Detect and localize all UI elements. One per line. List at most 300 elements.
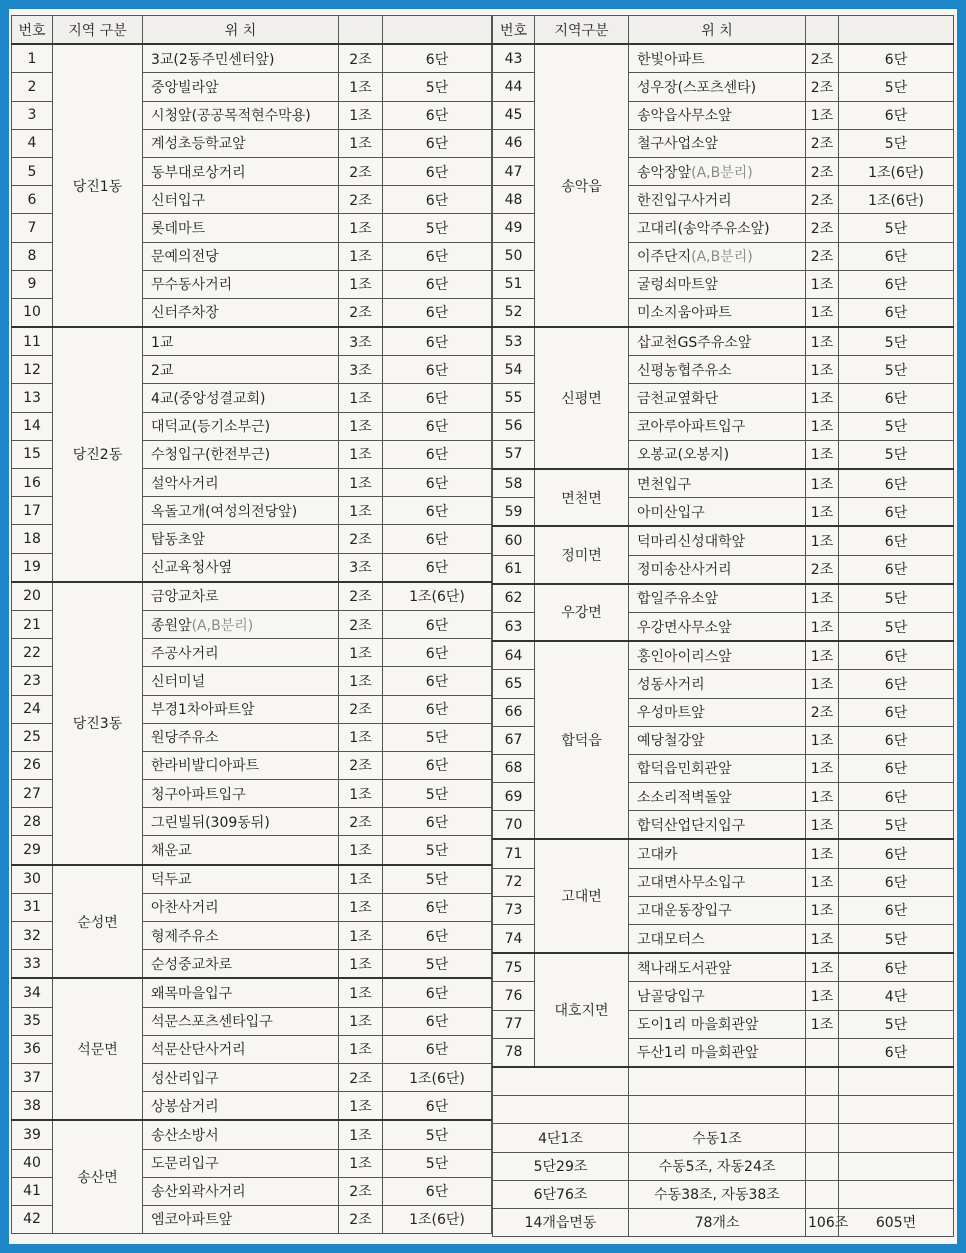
unit-count: 1조 bbox=[339, 270, 383, 298]
location-cell bbox=[143, 865, 339, 894]
stage-count: 6단 bbox=[383, 639, 492, 667]
location-name: 이주단지 bbox=[637, 249, 692, 266]
unit-count: 1조 bbox=[806, 783, 839, 811]
location-name: 오봉교(오봉지) bbox=[637, 447, 730, 464]
summary-detail: 수동5조, 자동24조 bbox=[629, 1152, 806, 1180]
location-cell bbox=[629, 186, 806, 214]
region-cell: 신평면 bbox=[535, 327, 629, 469]
location-name: 그린빌뒤(309동뒤) bbox=[151, 814, 270, 831]
location-cell bbox=[629, 157, 806, 185]
row-number: 20 bbox=[12, 582, 53, 611]
location-name: 금천교옆화단 bbox=[637, 391, 719, 408]
table-row bbox=[493, 953, 954, 982]
location-cell bbox=[143, 157, 339, 185]
location-name: 종원앞 bbox=[151, 617, 192, 634]
location-cell bbox=[143, 469, 339, 497]
stage-count: 6단 bbox=[839, 101, 954, 129]
summary-row bbox=[493, 1180, 954, 1208]
row-number: 2 bbox=[12, 73, 53, 101]
empty-cell bbox=[806, 1067, 839, 1096]
row-number: 73 bbox=[493, 896, 535, 924]
row-number: 42 bbox=[12, 1205, 53, 1233]
location-name: 무수동사거리 bbox=[151, 277, 233, 294]
stage-count: 5단 bbox=[383, 73, 492, 101]
stage-count: 6단 bbox=[839, 1038, 954, 1067]
empty-cell bbox=[629, 1096, 806, 1124]
stage-count: 5단 bbox=[383, 1149, 492, 1177]
location-name: 굴렁쇠마트앞 bbox=[637, 277, 719, 294]
summary-stage: 4단1조 bbox=[493, 1124, 629, 1152]
location-name: 부경1차아파트앞 bbox=[151, 702, 255, 719]
row-number: 14 bbox=[12, 412, 53, 440]
unit-count: 1조 bbox=[806, 925, 839, 954]
location-cell bbox=[629, 214, 806, 242]
unit-count: 1조 bbox=[339, 893, 383, 921]
row-number: 13 bbox=[12, 384, 53, 412]
table-row bbox=[12, 865, 492, 894]
stage-count: 6단 bbox=[839, 953, 954, 982]
stage-count: 6단 bbox=[839, 469, 954, 498]
location-cell bbox=[143, 978, 339, 1007]
stage-count: 6단 bbox=[383, 667, 492, 695]
location-name: 미소지움아파트 bbox=[637, 305, 732, 322]
unit-count: 1조 bbox=[806, 584, 839, 613]
summary-row bbox=[493, 1152, 954, 1180]
stage-count: 5단 bbox=[839, 214, 954, 242]
stage-count: 4단 bbox=[839, 982, 954, 1010]
stage-count: 6단 bbox=[383, 553, 492, 582]
row-number: 67 bbox=[493, 726, 535, 754]
location-cell bbox=[629, 698, 806, 726]
location-name: 원당주유소 bbox=[151, 730, 219, 747]
row-number: 76 bbox=[493, 982, 535, 1010]
location-cell bbox=[629, 982, 806, 1010]
row-number: 68 bbox=[493, 754, 535, 782]
location-name: 합일주유소앞 bbox=[637, 591, 719, 608]
summary-stage: 5단29조 bbox=[493, 1152, 629, 1180]
location-name: 동부대로상거리 bbox=[151, 164, 246, 181]
stage-count: 6단 bbox=[839, 44, 954, 73]
stage-count: 5단 bbox=[383, 865, 492, 894]
empty-cell bbox=[839, 1180, 954, 1208]
row-number: 16 bbox=[12, 469, 53, 497]
region-cell: 송산면 bbox=[53, 1120, 143, 1233]
region-cell: 정미면 bbox=[535, 526, 629, 583]
location-cell bbox=[143, 1120, 339, 1149]
location-name: 고대면사무소입구 bbox=[637, 875, 746, 892]
row-number: 3 bbox=[12, 101, 53, 129]
location-name: 왜목마을입구 bbox=[151, 985, 233, 1002]
location-cell bbox=[629, 440, 806, 469]
unit-count: 3조 bbox=[339, 356, 383, 384]
location-name: 4교(중앙성결교회) bbox=[151, 391, 266, 408]
location-name: 덕마리신성대학앞 bbox=[637, 533, 746, 550]
unit-count: 1조 bbox=[806, 612, 839, 641]
unit-count: 1조 bbox=[339, 978, 383, 1007]
location-name: 계성초등학교앞 bbox=[151, 136, 246, 153]
location-name: 정미송산사거리 bbox=[637, 562, 732, 579]
stage-count: 5단 bbox=[839, 440, 954, 469]
unit-count: 2조 bbox=[339, 695, 383, 723]
row-number: 53 bbox=[493, 327, 535, 356]
table-row bbox=[493, 641, 954, 670]
unit-count: 2조 bbox=[806, 73, 839, 101]
row-number: 41 bbox=[12, 1177, 53, 1205]
header-region: 지역 구분 bbox=[53, 16, 143, 45]
unit-count: 1조 bbox=[806, 754, 839, 782]
empty-cell bbox=[493, 1067, 629, 1096]
row-number: 15 bbox=[12, 440, 53, 468]
location-cell bbox=[629, 868, 806, 896]
row-number: 66 bbox=[493, 698, 535, 726]
location-note: (A,B분리) bbox=[691, 249, 753, 266]
unit-count: 2조 bbox=[339, 44, 383, 73]
left-table bbox=[11, 15, 492, 1234]
row-number: 39 bbox=[12, 1120, 53, 1149]
row-number: 10 bbox=[12, 298, 53, 327]
stage-count: 6단 bbox=[383, 298, 492, 327]
location-cell bbox=[629, 73, 806, 101]
summary-row bbox=[493, 1124, 954, 1152]
location-cell bbox=[629, 811, 806, 840]
stage-count: 6단 bbox=[383, 101, 492, 129]
location-name: 신터주차장 bbox=[151, 305, 219, 322]
stage-count: 1조(6단) bbox=[383, 1205, 492, 1233]
stage-count: 6단 bbox=[383, 157, 492, 185]
row-number: 33 bbox=[12, 950, 53, 979]
row-number: 18 bbox=[12, 525, 53, 553]
unit-count: 1조 bbox=[339, 73, 383, 101]
stage-count: 5단 bbox=[839, 412, 954, 440]
row-number: 43 bbox=[493, 44, 535, 73]
header-stage bbox=[839, 16, 954, 45]
table-row bbox=[493, 44, 954, 73]
unit-count: 1조 bbox=[806, 868, 839, 896]
unit-count: 1조 bbox=[339, 497, 383, 525]
empty-cell bbox=[839, 1124, 954, 1152]
unit-count: 1조 bbox=[339, 667, 383, 695]
empty-cell bbox=[806, 1096, 839, 1124]
stage-count: 6단 bbox=[839, 670, 954, 698]
region-cell: 면천면 bbox=[535, 469, 629, 526]
location-name: 고대카 bbox=[637, 847, 678, 864]
unit-count: 1조 bbox=[339, 950, 383, 979]
location-cell bbox=[629, 356, 806, 384]
location-name: 채운교 bbox=[151, 843, 192, 860]
summary-detail: 수동1조 bbox=[629, 1124, 806, 1152]
row-number: 62 bbox=[493, 584, 535, 613]
stage-count: 5단 bbox=[839, 129, 954, 157]
location-cell bbox=[629, 242, 806, 270]
unit-count: 2조 bbox=[806, 129, 839, 157]
unit-count: 1조 bbox=[339, 101, 383, 129]
location-cell bbox=[629, 896, 806, 924]
unit-count: 1조 bbox=[806, 670, 839, 698]
stage-count: 6단 bbox=[839, 896, 954, 924]
header-row bbox=[12, 16, 492, 45]
unit-count: 1조 bbox=[339, 412, 383, 440]
empty-cell bbox=[493, 1096, 629, 1124]
location-cell bbox=[143, 214, 339, 242]
unit-count: 1조 bbox=[339, 639, 383, 667]
location-name: 신터미널 bbox=[151, 673, 206, 690]
location-cell bbox=[629, 783, 806, 811]
summary-detail: 수동38조, 자동38조 bbox=[629, 1180, 806, 1208]
document-page bbox=[9, 9, 957, 1244]
unit-count: 2조 bbox=[806, 555, 839, 584]
location-cell bbox=[629, 555, 806, 584]
stage-count: 6단 bbox=[839, 839, 954, 868]
location-cell bbox=[143, 497, 339, 525]
row-number: 71 bbox=[493, 839, 535, 868]
location-name: 문예의전당 bbox=[151, 249, 219, 266]
location-name: 금앙교차로 bbox=[151, 589, 219, 606]
location-cell bbox=[143, 1092, 339, 1121]
stage-count: 5단 bbox=[839, 73, 954, 101]
region-cell: 순성면 bbox=[53, 865, 143, 979]
unit-count: 1조 bbox=[806, 982, 839, 1010]
row-number: 9 bbox=[12, 270, 53, 298]
location-cell bbox=[143, 922, 339, 950]
unit-count: 1조 bbox=[339, 469, 383, 497]
location-cell bbox=[143, 1035, 339, 1063]
row-number: 23 bbox=[12, 667, 53, 695]
location-name: 송산소방서 bbox=[151, 1127, 219, 1144]
row-number: 69 bbox=[493, 783, 535, 811]
table-row bbox=[493, 327, 954, 356]
unit-count: 1조 bbox=[806, 953, 839, 982]
location-note: (A,B분리) bbox=[191, 617, 254, 634]
unit-count: 1조 bbox=[339, 214, 383, 242]
stage-count: 6단 bbox=[383, 978, 492, 1007]
region-cell: 합덕읍 bbox=[535, 641, 629, 839]
row-number: 57 bbox=[493, 440, 535, 469]
table-row bbox=[12, 1120, 492, 1149]
stage-count: 6단 bbox=[839, 868, 954, 896]
location-cell bbox=[629, 129, 806, 157]
location-name: 청구아파트입구 bbox=[151, 786, 246, 803]
stage-count: 6단 bbox=[383, 1007, 492, 1035]
stage-count: 6단 bbox=[839, 298, 954, 327]
location-cell bbox=[143, 242, 339, 270]
header-number: 번호 bbox=[493, 16, 535, 45]
stage-count: 5단 bbox=[839, 584, 954, 613]
stage-count: 6단 bbox=[383, 469, 492, 497]
header-number: 번호 bbox=[12, 16, 53, 45]
stage-count: 6단 bbox=[839, 783, 954, 811]
empty-cell bbox=[839, 1096, 954, 1124]
location-cell bbox=[143, 129, 339, 157]
unit-count: 1조 bbox=[806, 384, 839, 412]
location-cell bbox=[629, 298, 806, 327]
location-name: 도이1리 마을회관앞 bbox=[637, 1017, 759, 1034]
header-location: 위 치 bbox=[629, 16, 806, 45]
location-cell bbox=[629, 641, 806, 670]
stage-count: 1조(6단) bbox=[839, 186, 954, 214]
stage-count: 6단 bbox=[383, 186, 492, 214]
empty-row bbox=[493, 1096, 954, 1124]
total-units: 106조 bbox=[806, 1208, 839, 1236]
location-name: 남골당입구 bbox=[637, 988, 705, 1005]
row-number: 21 bbox=[12, 610, 53, 638]
row-number: 28 bbox=[12, 808, 53, 836]
location-cell bbox=[629, 412, 806, 440]
stage-count: 6단 bbox=[383, 270, 492, 298]
location-name: 우성마트앞 bbox=[637, 705, 705, 722]
location-cell bbox=[143, 1205, 339, 1233]
location-cell bbox=[143, 356, 339, 384]
unit-count: 2조 bbox=[339, 157, 383, 185]
row-number: 19 bbox=[12, 553, 53, 582]
table-row bbox=[493, 526, 954, 555]
location-name: 수청입구(한전부근) bbox=[151, 447, 271, 464]
location-name: 소소리적벽돌앞 bbox=[637, 789, 732, 806]
location-name: 성동사거리 bbox=[637, 676, 705, 693]
unit-count: 1조 bbox=[806, 101, 839, 129]
unit-count: 1조 bbox=[806, 469, 839, 498]
stage-count: 6단 bbox=[383, 610, 492, 638]
row-number: 37 bbox=[12, 1063, 53, 1091]
row-number: 22 bbox=[12, 639, 53, 667]
location-name: 신터입구 bbox=[151, 192, 206, 209]
unit-count: 2조 bbox=[339, 808, 383, 836]
location-name: 한진입구사거리 bbox=[637, 192, 732, 209]
location-cell bbox=[143, 808, 339, 836]
unit-count: 1조 bbox=[806, 327, 839, 356]
location-name: 석문스포츠센타입구 bbox=[151, 1014, 273, 1031]
location-name: 덕두교 bbox=[151, 872, 192, 889]
location-cell bbox=[143, 186, 339, 214]
location-name: 아미산입구 bbox=[637, 504, 705, 521]
row-number: 58 bbox=[493, 469, 535, 498]
empty-cell bbox=[806, 1124, 839, 1152]
location-cell bbox=[629, 1038, 806, 1067]
row-number: 36 bbox=[12, 1035, 53, 1063]
row-number: 47 bbox=[493, 157, 535, 185]
row-number: 27 bbox=[12, 780, 53, 808]
stage-count: 6단 bbox=[383, 922, 492, 950]
row-number: 64 bbox=[493, 641, 535, 670]
stage-count: 6단 bbox=[839, 698, 954, 726]
stage-count: 6단 bbox=[383, 893, 492, 921]
empty-row bbox=[493, 1067, 954, 1096]
right-table bbox=[492, 15, 954, 1237]
stage-count: 6단 bbox=[383, 1177, 492, 1205]
row-number: 48 bbox=[493, 186, 535, 214]
location-cell bbox=[143, 751, 339, 779]
stage-count: 6단 bbox=[383, 327, 492, 356]
location-name: 아찬사거리 bbox=[151, 900, 219, 917]
location-cell bbox=[143, 525, 339, 553]
unit-count: 1조 bbox=[339, 242, 383, 270]
location-cell bbox=[143, 836, 339, 865]
location-cell bbox=[629, 584, 806, 613]
location-cell bbox=[143, 667, 339, 695]
unit-count: 1조 bbox=[806, 896, 839, 924]
unit-count: 1조 bbox=[339, 440, 383, 468]
row-number: 72 bbox=[493, 868, 535, 896]
total-row bbox=[493, 1208, 954, 1236]
location-cell bbox=[629, 726, 806, 754]
row-number: 63 bbox=[493, 612, 535, 641]
unit-count: 2조 bbox=[339, 1205, 383, 1233]
row-number: 4 bbox=[12, 129, 53, 157]
stage-count: 6단 bbox=[383, 525, 492, 553]
row-number: 32 bbox=[12, 922, 53, 950]
summary-stage: 6단76조 bbox=[493, 1180, 629, 1208]
unit-count: 1조 bbox=[806, 412, 839, 440]
table-row bbox=[12, 582, 492, 611]
row-number: 75 bbox=[493, 953, 535, 982]
unit-count: 2조 bbox=[339, 1063, 383, 1091]
stage-count: 5단 bbox=[383, 214, 492, 242]
unit-count: 3조 bbox=[339, 327, 383, 356]
location-cell bbox=[143, 950, 339, 979]
header-location: 위 치 bbox=[143, 16, 339, 45]
location-cell bbox=[629, 101, 806, 129]
unit-count: 1조 bbox=[806, 839, 839, 868]
location-name: 시청앞(공공목적현수막용) bbox=[151, 108, 311, 125]
row-number: 8 bbox=[12, 242, 53, 270]
unit-count: 2조 bbox=[806, 186, 839, 214]
unit-count: 1조 bbox=[339, 922, 383, 950]
location-cell bbox=[143, 298, 339, 327]
unit-count: 1조 bbox=[806, 811, 839, 840]
location-cell bbox=[629, 327, 806, 356]
unit-count: 1조 bbox=[806, 270, 839, 298]
empty-cell bbox=[806, 1152, 839, 1180]
stage-count: 6단 bbox=[383, 242, 492, 270]
row-number: 54 bbox=[493, 356, 535, 384]
table-row bbox=[12, 978, 492, 1007]
unit-count: 2조 bbox=[339, 610, 383, 638]
unit-count: 2조 bbox=[339, 751, 383, 779]
location-name: 면천입구 bbox=[637, 476, 692, 493]
stage-count: 6단 bbox=[383, 129, 492, 157]
row-number: 6 bbox=[12, 186, 53, 214]
location-cell bbox=[143, 101, 339, 129]
location-cell bbox=[629, 526, 806, 555]
stage-count: 5단 bbox=[383, 1120, 492, 1149]
stage-count: 6단 bbox=[383, 412, 492, 440]
location-cell bbox=[143, 639, 339, 667]
row-number: 40 bbox=[12, 1149, 53, 1177]
location-cell bbox=[629, 925, 806, 954]
stage-count: 5단 bbox=[839, 612, 954, 641]
row-number: 78 bbox=[493, 1038, 535, 1067]
location-note: (A,B분리) bbox=[691, 164, 753, 181]
location-name: 3교(2동주민센터앞) bbox=[151, 51, 275, 68]
stage-count: 6단 bbox=[839, 555, 954, 584]
stage-count: 6단 bbox=[839, 498, 954, 527]
stage-count: 6단 bbox=[383, 1035, 492, 1063]
location-name: 신평농협주유소 bbox=[637, 362, 732, 379]
unit-count: 1조 bbox=[339, 1007, 383, 1035]
row-number: 30 bbox=[12, 865, 53, 894]
header-row bbox=[493, 16, 954, 45]
location-name: 신교육청사옆 bbox=[151, 560, 233, 577]
location-cell bbox=[629, 953, 806, 982]
empty-cell bbox=[806, 1180, 839, 1208]
location-name: 책나래도서관앞 bbox=[637, 960, 732, 977]
row-number: 1 bbox=[12, 44, 53, 73]
stage-count: 6단 bbox=[839, 754, 954, 782]
stage-count: 6단 bbox=[839, 384, 954, 412]
unit-count: 1조 bbox=[339, 1092, 383, 1121]
stage-count: 6단 bbox=[839, 726, 954, 754]
unit-count: 1조 bbox=[806, 726, 839, 754]
unit-count: 1조 bbox=[339, 384, 383, 412]
